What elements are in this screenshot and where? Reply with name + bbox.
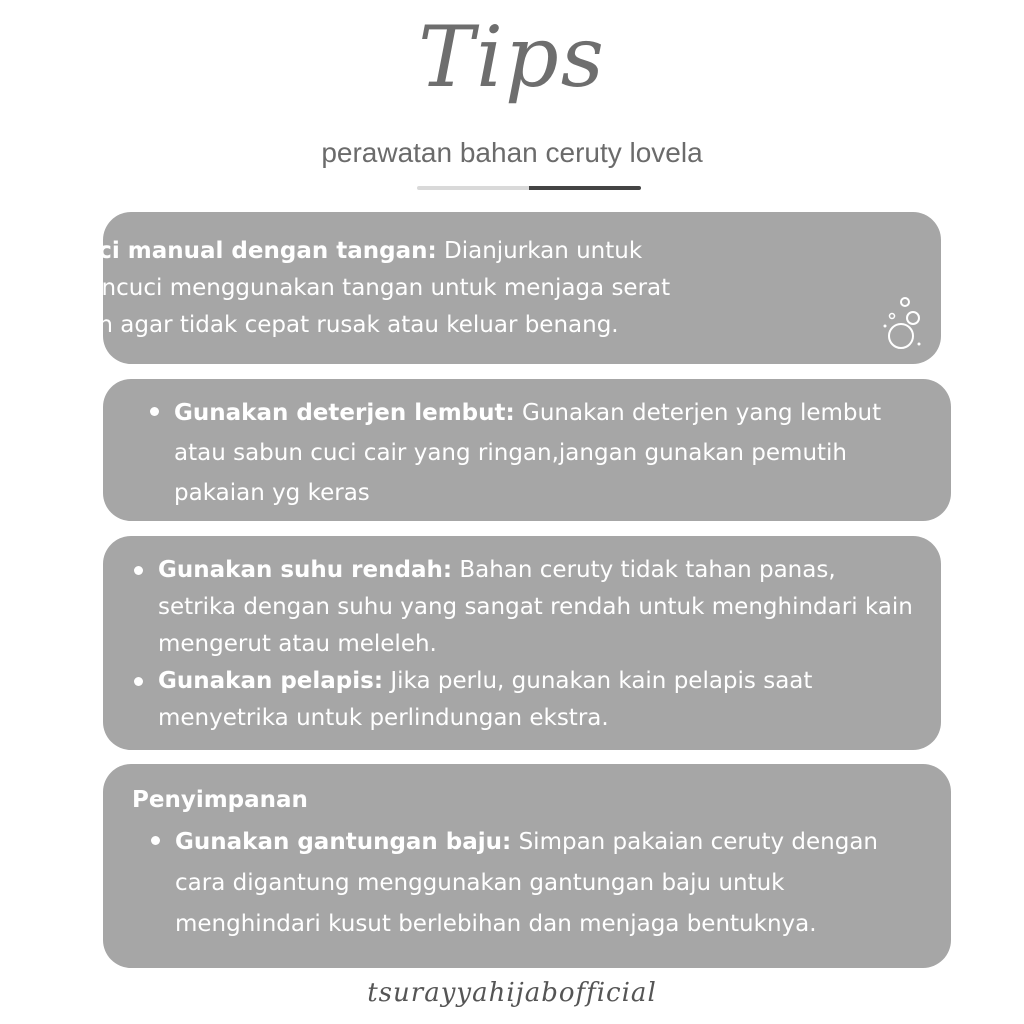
page-title: Tips <box>418 8 606 106</box>
title-divider <box>417 186 641 190</box>
bubbles-icon <box>877 296 925 352</box>
tip-item <box>175 822 885 945</box>
tip-item <box>158 552 918 663</box>
tip-item <box>174 393 894 513</box>
tip-item-title: Gunakan pelapis: <box>158 668 384 694</box>
tip-card-detergent <box>103 379 951 521</box>
tip-item <box>65 233 725 344</box>
tip-item-title: Cuci manual dengan tangan: <box>65 238 437 264</box>
divider-light-segment <box>417 186 529 190</box>
tip-item-text: Jika perlu, gunakan kain pelapis saat menyetrika untuk perlindungan ekstra. <box>158 668 813 731</box>
tip-item-title: Gunakan gantungan baju: <box>175 829 512 855</box>
tip-item-title: Gunakan deterjen lembut: <box>174 400 515 426</box>
tip-item-text: Simpan pakaian ceruty dengan cara digantung menggunakan gantungan baju untuk menghindari kusut berlebihan dan menjaga bentuknya. <box>175 829 878 937</box>
tip-item-text: Dianjurkan untuk mencuci menggunakan tangan untuk menjaga serat kain agar tidak cepat rusak atau keluar benang. <box>65 238 671 338</box>
tip-item <box>158 663 918 737</box>
tip-item-text: Bahan ceruty tidak tahan panas, setrika dengan suhu yang sangat rendah untuk menghindari kain mengerut atau meleleh. <box>158 557 913 657</box>
tip-card-washing <box>65 212 941 364</box>
tip-card-ironing <box>103 536 941 750</box>
tip-item-title: Gunakan suhu rendah: <box>158 557 453 583</box>
section-heading: Penyimpanan <box>132 787 308 813</box>
tip-card-storage <box>103 764 951 968</box>
divider-dark-segment <box>529 186 641 190</box>
tip-item-text: Gunakan deterjen yang lembut atau sabun cuci cair yang ringan,jangan gunakan pemutih pakaian yg keras <box>174 400 882 506</box>
page-subtitle: perawatan bahan ceruty lovela <box>321 137 703 168</box>
footer-handle: tsurayyahijabofficial <box>367 978 657 1008</box>
